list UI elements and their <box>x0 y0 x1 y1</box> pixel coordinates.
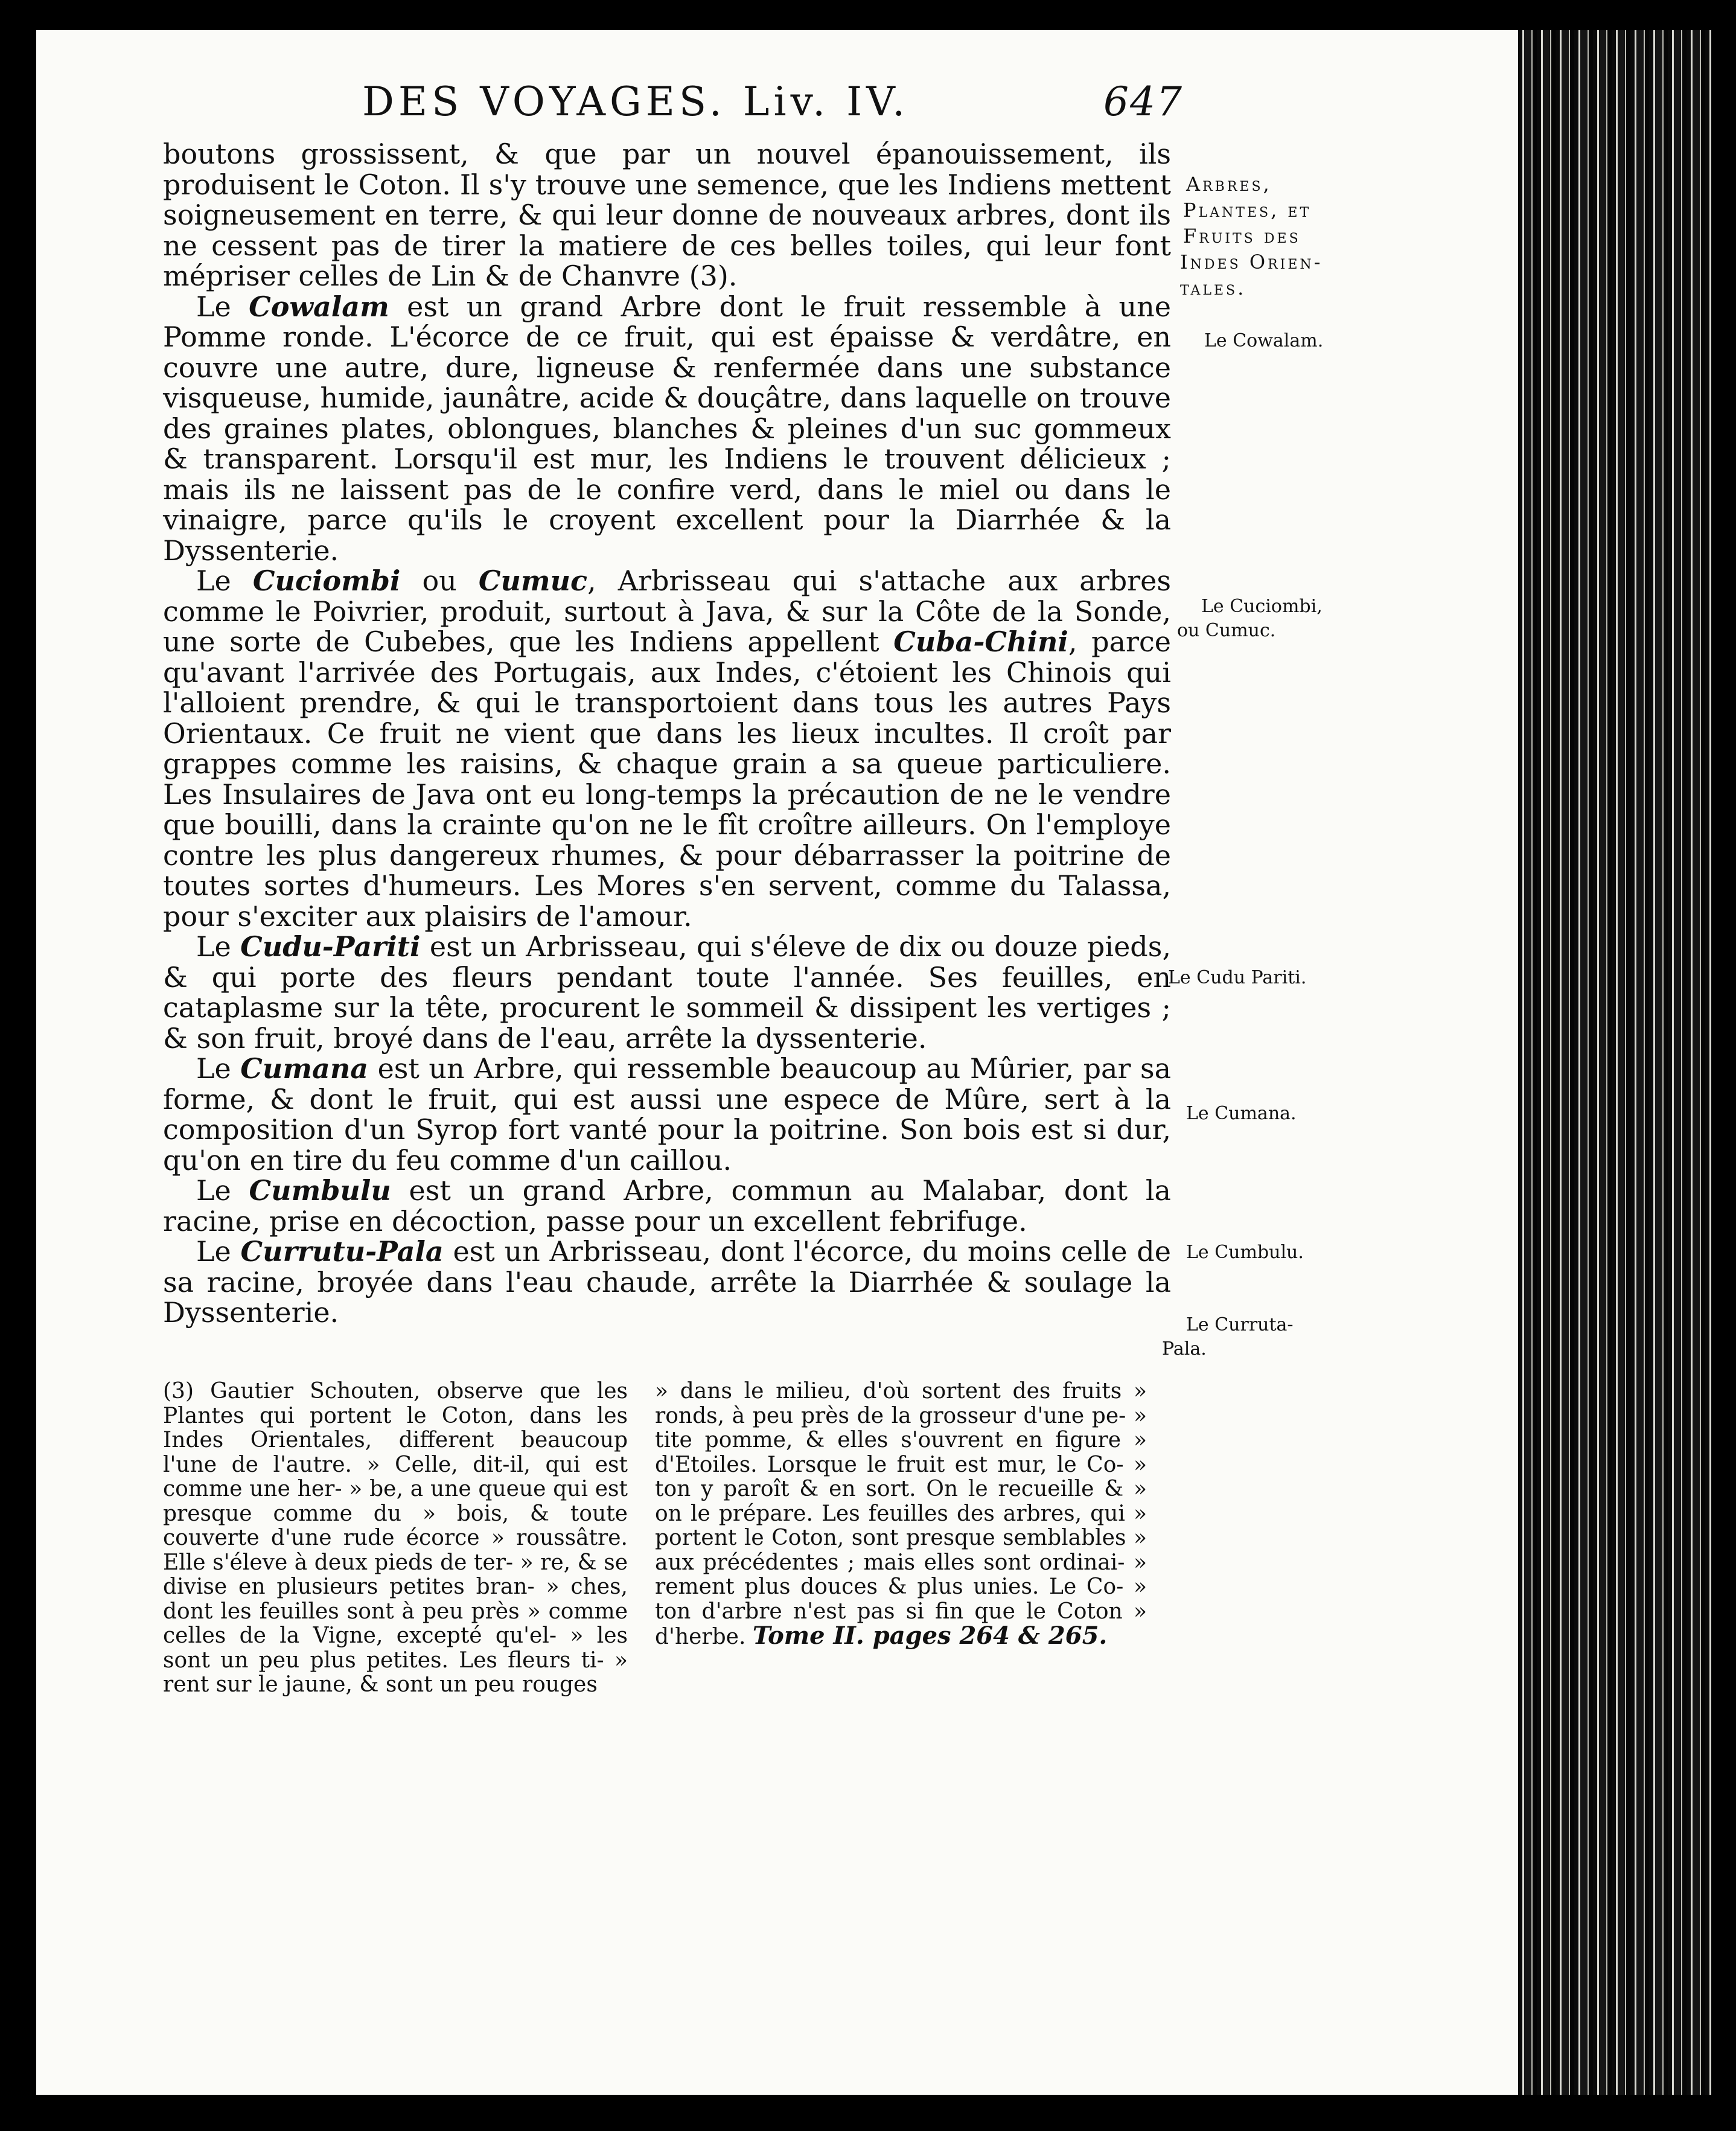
margin-note-cuciombi: ou Cumuc. <box>1177 620 1276 641</box>
book-gutter <box>1518 30 1711 2095</box>
margin-note-cowalam: Le Cowalam. <box>1204 330 1324 351</box>
main-text <box>163 139 1171 1328</box>
paragraph-cowalam: Le Cowalam est un grand Arbre dont le fruit ressemble à une Pomme ronde. L'écorce de ce fruit, qui est épaisse & verdâtre, en couvre une autre, dure, ligneuse & renfermée dans une substance visqueuse, humide, jaunâtre, acide & douçâtre, dans laquelle on trouve des graines plates, oblongues, blanches & pleines d'un suc gommeux & transparent. Lorsqu'il est mur, les Indiens le trouvent délicieux ; mais ils ne laissent pas de le confire verd, dans le miel ou dans le vinaigre, parce qu'ils le croyent excellent pour la Diarrhée & la Dyssenterie. <box>163 290 1171 567</box>
footnote-text: (3) Gautier Schouten, observe que les Plantes qui portent le Coton, dans les Indes Orientales, different beaucoup l'une de l'autre. » Celle, dit-il, qui est comme une her- » be, a une queue qui est presque comme du » bois, & toute couverte d'une rude écorce » roussâtre. Elle s'éleve à deux pieds de ter- » re, & se divise en plusieurs petites bran- » ches, dont les feuilles sont à peu près » comme celles de la Vigne, excepté qu'el- » les sont un peu plus petites. Les fleurs ti- » rent sur le jaune, & sont un peu rouges <box>163 1379 628 1697</box>
paragraph-cumbulu: Le Cumbulu est un grand Arbre, commun au Malabar, dont la racine, prise en décoction, passe pour un excellent febrifuge. <box>163 1174 1171 1238</box>
plant-name: Currutu-Pala <box>240 1235 444 1268</box>
paragraph-cudu-pariti: Le Cudu-Pariti est un Arbrisseau, qui s'éleve de dix ou douze pieds, & qui porte des fleurs pendant toute l'année. Ses feuilles, en cataplasme sur la tête, procurent le sommeil & dissipent les vertiges ; & son fruit, broyé dans de l'eau, arrête la dyssenterie. <box>163 930 1171 1055</box>
margin-heading-line: Indes Orien- <box>1180 251 1323 273</box>
margin-note-cumbulu: Le Cumbulu. <box>1186 1242 1304 1263</box>
plant-name: Cumana <box>240 1052 369 1085</box>
margin-heading-line: Fruits des <box>1183 225 1301 248</box>
plant-name: Cuciombi <box>252 564 401 597</box>
page-number: 647 <box>1103 78 1183 125</box>
paragraph-currutu-pala: Le Currutu-Pala est un Arbrisseau, dont l'écorce, du moins celle de sa racine, broyée dans l'eau chaude, arrête la Diarrhée & soulage la Dyssenterie. <box>163 1235 1171 1329</box>
margin-heading-line: Plantes, et <box>1183 199 1312 222</box>
paragraph: boutons grossissent, & que par un nouvel épanouissement, ils produisent le Coton. Il s'y trouve une semence, que les Indiens mettent soigneusement en terre, & qui leur donne de nouveaux arbres, dont ils ne cessent pas de tirer la matiere de ces belles toiles, qui leur font mépriser celles de Lin & de Chanvre (3). <box>163 138 1171 292</box>
plant-name: Cowalam <box>249 290 389 323</box>
footnote-left-column <box>163 1379 628 1698</box>
footnote-text: » dans le milieu, d'où sortent des fruits » ronds, à peu près de la grosseur d'une pe- » tite pomme, & elles s'ouvrent en figure » d'Etoiles. Lorsque le fruit est mur, le Co- » ton y paroît & en sort. On le recueille & » on le prépare. Les feuilles des arbres, qui » portent le Coton, sont presque semblables » aux précédentes ; mais elles sont ordinai- » rement plus douces & plus unies. Le Co- » ton d'arbre n'est pas si fin que le Coton » d'herbe. Tome II. pages 264 & 265. <box>655 1379 1147 1650</box>
margin-note-currutu-pala: Le Curruta- <box>1186 1314 1294 1335</box>
plant-name: Cumbulu <box>249 1174 391 1207</box>
footnote-reference: Tome II. pages 264 & 265. <box>752 1621 1108 1650</box>
footnote-right-column <box>655 1379 1147 1650</box>
margin-heading-line: Arbres, <box>1186 173 1272 196</box>
plant-name: Cudu-Pariti <box>240 930 421 963</box>
margin-note-currutu-pala: Pala. <box>1162 1338 1207 1359</box>
running-header <box>362 78 1183 133</box>
plant-name: Cuba-Chini <box>893 625 1068 658</box>
margin-heading-line: tales. <box>1180 276 1246 299</box>
paragraph-cumana: Le Cumana est un Arbre, qui ressemble beaucoup au Mûrier, par sa forme, & dont le fruit, qui est aussi une espece de Mûre, sert à la composition d'un Syrop fort vanté pour la poitrine. Son bois est si dur, qu'on en tire du feu comme d'un caillou. <box>163 1052 1171 1177</box>
running-title: DES VOYAGES. Liv. IV. <box>362 78 910 125</box>
margin-note-cuciombi: Le Cuciombi, <box>1201 596 1323 617</box>
margin-note-cudu-pariti: Le Cudu Pariti. <box>1168 967 1307 988</box>
paragraph-cuciombi: Le Cuciombi ou Cumuc, Arbrisseau qui s'attache aux arbres comme le Poivrier, produit, surtout à Java, & sur la Côte de la Sonde, une sorte de Cubebes, que les Indiens appellent Cuba-Chini, parce qu'avant l'arrivée des Portugais, aux Indes, c'étoient les Chinois qui l'alloient prendre, & qui le transportoient dans tous les autres Pays Orientaux. Ce fruit ne vient que dans les lieux incultes. Il croît par grappes comme les raisins, & chaque grain a sa queue particuliere. Les Insulaires de Java ont eu long-temps la précaution de ne le vendre que bouilli, dans la crainte qu'on ne le fît croître ailleurs. On l'employe contre les plus dangereux rhumes, & pour débarrasser la poitrine de toutes sortes d'humeurs. Les Mores s'en servent, comme du Talassa, pour s'exciter aux plaisirs de l'amour. <box>163 564 1171 933</box>
plant-name: Cumuc <box>478 564 588 597</box>
margin-note-cumana: Le Cumana. <box>1186 1103 1297 1124</box>
